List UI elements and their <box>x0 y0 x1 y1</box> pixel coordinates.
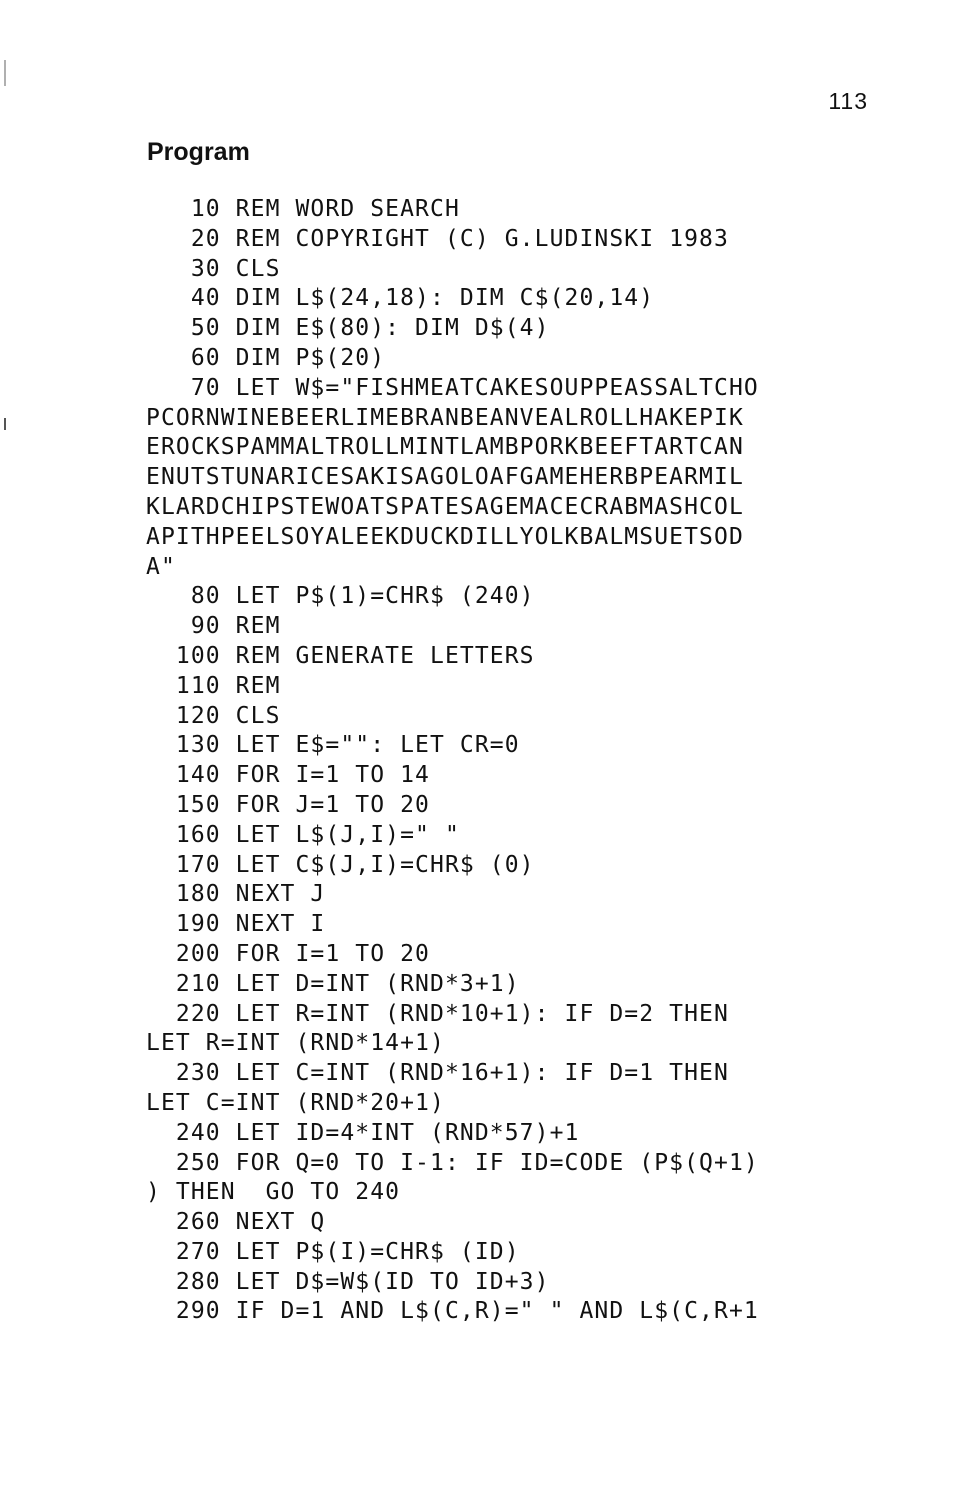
code-line: 180 NEXT J <box>146 881 326 908</box>
code-line: 50 DIM E$(80): DIM D$(4) <box>146 315 550 342</box>
code-line: 250 FOR Q=0 TO I-1: IF ID=CODE (P$(Q+1) <box>146 1149 759 1176</box>
code-line: 150 FOR J=1 TO 20 <box>146 791 430 818</box>
code-line: 80 LET P$(1)=CHR$ (240) <box>146 583 535 610</box>
code-line: 290 IF D=1 AND L$(C,R)=" " AND L$(C,R+1 <box>146 1298 759 1325</box>
code-line: EROCKSPAMMALTROLLMINTLAMBPORKBEEFTARTCAN <box>146 434 744 461</box>
code-line: 240 LET ID=4*INT (RND*57)+1 <box>146 1119 580 1146</box>
code-line: LET R=INT (RND*14+1) <box>146 1030 445 1057</box>
code-line: 130 LET E$="": LET CR=0 <box>146 732 520 759</box>
code-line: 160 LET L$(J,I)=" " <box>146 821 460 848</box>
code-line: 140 FOR I=1 TO 14 <box>146 762 430 789</box>
code-line: 110 REM <box>146 672 281 699</box>
code-line: 30 CLS <box>146 255 281 282</box>
program-listing <box>146 195 886 1327</box>
code-line: 280 LET D$=W$(ID TO ID+3) <box>146 1268 550 1295</box>
code-line: 100 REM GENERATE LETTERS <box>146 642 535 669</box>
code-line: 40 DIM L$(24,18): DIM C$(20,14) <box>146 285 655 312</box>
code-line: 200 FOR I=1 TO 20 <box>146 940 430 967</box>
code-line: A" <box>146 553 176 580</box>
code-line: 90 REM <box>146 613 281 640</box>
code-line: PCORNWINEBEERLIMEBRANBEANVEALROLLHAKEPIK <box>146 404 744 431</box>
code-line: 70 LET W$="FISHMEATCAKESOUPPEASSALTCHO <box>146 374 759 401</box>
code-line: 60 DIM P$(20) <box>146 344 386 371</box>
code-line: KLARDCHIPSTEWOATSPATESAGEMACECRABMASHCOL <box>146 493 744 520</box>
code-line: 120 CLS <box>146 702 281 729</box>
scan-edge-mark <box>4 60 6 86</box>
code-line: 210 LET D=INT (RND*3+1) <box>146 970 520 997</box>
code-line: LET C=INT (RND*20+1) <box>146 1089 445 1116</box>
code-line: ENUTSTUNARICESAKISAGOLOAFGAMEHERBPEARMIL <box>146 464 744 491</box>
code-line: 270 LET P$(I)=CHR$ (ID) <box>146 1238 520 1265</box>
code-line: 190 NEXT I <box>146 911 326 938</box>
page-number: 113 <box>828 88 868 114</box>
code-line: APITHPEELSOYALEEKDUCKDILLYOLKBALMSUETSOD <box>146 523 744 550</box>
code-line: 10 REM WORD SEARCH <box>146 196 460 222</box>
code-line: 220 LET R=INT (RND*10+1): IF D=2 THEN <box>146 1000 729 1027</box>
code-line: 230 LET C=INT (RND*16+1): IF D=1 THEN <box>146 1060 729 1087</box>
code-line: ) THEN GO TO 240 <box>146 1179 401 1206</box>
code-line: 260 NEXT Q <box>146 1209 326 1236</box>
code-line: 170 LET C$(J,I)=CHR$ (0) <box>146 851 535 878</box>
code-line: 20 REM COPYRIGHT (C) G.LUDINSKI 1983 <box>146 225 729 252</box>
section-heading: Program <box>147 138 250 166</box>
scan-edge-mark <box>4 418 6 430</box>
